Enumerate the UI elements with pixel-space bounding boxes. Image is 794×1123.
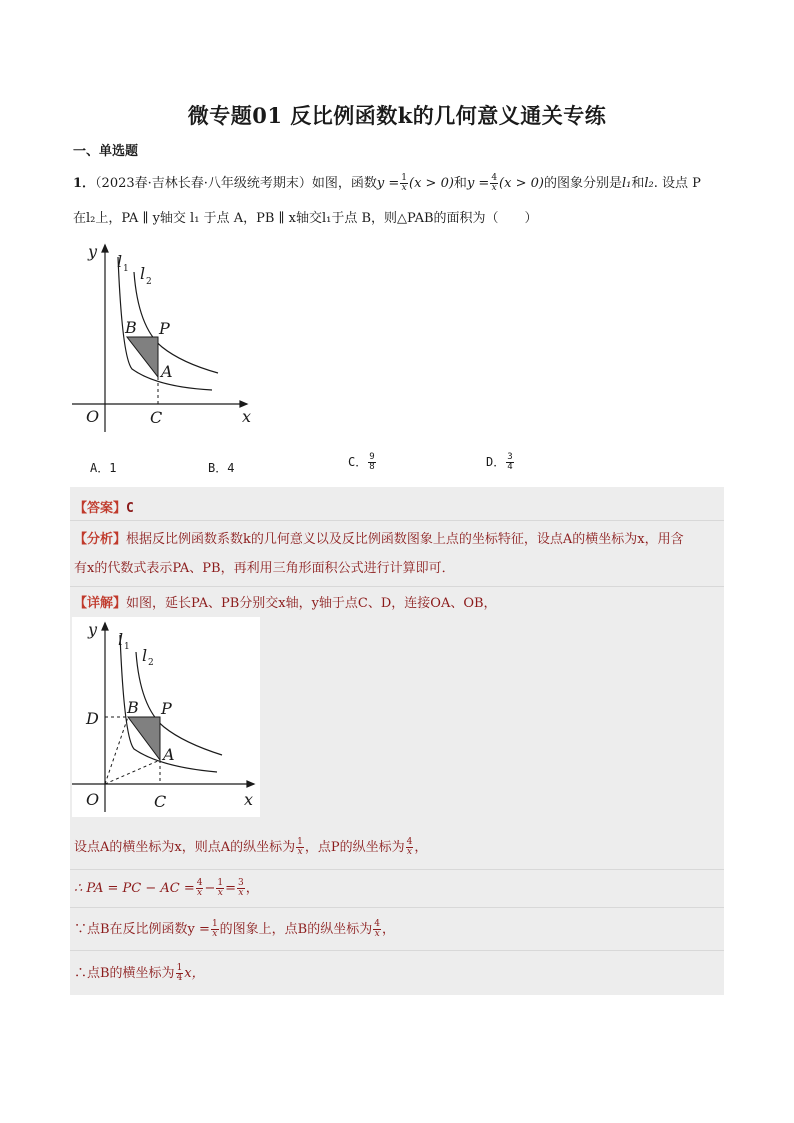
y-axis-arrow — [102, 245, 108, 252]
option-c[interactable]: C． $\frac{9}{8}$ — [348, 452, 375, 472]
divider — [70, 869, 724, 870]
divider — [70, 950, 724, 951]
question-mid: 的图象分别是 — [543, 176, 622, 191]
fig2-label-c: C — [154, 792, 167, 811]
fig2-label-l1-sub: 1 — [124, 642, 130, 652]
divider — [70, 520, 724, 521]
and-text-2: 和 — [631, 176, 645, 191]
eq2-lhs: y = — [466, 176, 490, 191]
triangle-pab — [128, 717, 160, 760]
triangle-pab — [127, 337, 158, 377]
fig1-label-b: B — [125, 318, 137, 337]
fig2-label-d: D — [86, 709, 99, 728]
x-axis-arrow — [247, 781, 254, 787]
fig1-label-l1: l — [117, 252, 123, 271]
fig1-label-l2-sub: 2 — [146, 277, 152, 287]
question-line-2: 在l₂上，PA ∥ y轴交 l₁ 于点 A，PB ∥ x轴交l₁于点 B，则△PAB的面积为（ ） — [73, 211, 538, 226]
option-b[interactable]: B．4 — [208, 461, 235, 475]
fig2-label-l2: l — [142, 646, 148, 665]
fig2-label-y: y — [88, 620, 98, 639]
fig1-label-l2: l — [140, 264, 146, 283]
fig2-label-a: A — [163, 745, 175, 764]
solution-figure — [72, 617, 260, 817]
question-line-1 — [73, 172, 701, 193]
divider — [70, 907, 724, 908]
option-d[interactable]: D． $\frac{3}{4}$ — [486, 452, 513, 472]
fig1-label-x: x — [242, 407, 252, 426]
answer-line: 【答案】C — [74, 501, 134, 516]
fig2-label-l2-sub: 2 — [148, 658, 154, 668]
y-axis-arrow — [102, 623, 108, 630]
dashed-ob — [105, 717, 128, 784]
question-tail: . 设点 P — [653, 176, 701, 191]
fig1-label-c: C — [150, 408, 163, 427]
detail-line-1: 【详解】如图，延长PA、PB分别交x轴，y轴于点C、D，连接OA、OB， — [74, 596, 497, 611]
question-number: 1． — [73, 176, 96, 191]
analysis-line-1: 【分析】根据反比例函数系数k的几何意义以及反比例函数图象上点的坐标特征，设点A的横坐标为x，用含 — [74, 532, 684, 547]
eq1-condition: (x > 0) — [409, 176, 454, 191]
analysis-line-2: 有x的代数式表示PA、PB，再利用三角形面积公式进行计算即可． — [74, 561, 455, 576]
l2-label: l₂ — [644, 176, 654, 191]
l1-label: l₁ — [621, 176, 632, 191]
eq1-lhs: y = — [376, 176, 400, 191]
fig1-label-y: y — [88, 242, 98, 261]
option-a[interactable]: A．1 — [90, 461, 117, 475]
fig2-label-p: P — [161, 699, 172, 718]
fig2-label-l1: l — [118, 630, 124, 649]
divider — [70, 586, 724, 587]
dashed-oa — [105, 760, 160, 784]
section-heading: 一、单选题 — [73, 144, 139, 159]
fig2-label-o: O — [86, 790, 100, 809]
question-source: （2023春·吉林长春·八年级统考期末）如图，函数 — [95, 176, 377, 191]
step-line-2: ∴ PA = PC − AC = $\frac{4}{x}$ − $\frac{1}{x}$ = $\frac{3}{x}$ ， — [74, 878, 259, 898]
eq1-fraction: $\frac{1}{x}$ — [401, 173, 408, 193]
step-line-3: ∵点B在反比例函数y = $\frac{1}{x}$ 的图象上，点B的纵坐标为 $\frac{4}{x}$ ， — [74, 919, 395, 939]
fig1-label-p: P — [159, 319, 170, 338]
fig1-label-a: A — [161, 362, 173, 381]
step-line-1: 设点A的横坐标为x，则点A的纵坐标为 $\frac{1}{x}$ ，点P的纵坐标为 $\frac{4}{x}$ ， — [74, 837, 428, 857]
fig2-label-b: B — [127, 698, 139, 717]
fig2-label-x: x — [244, 790, 254, 809]
and-text: 和 — [453, 176, 467, 191]
page-title: 微专题01 反比例函数k的几何意义通关专练 — [187, 103, 607, 128]
fig1-label-o: O — [86, 407, 100, 426]
eq2-fraction: $\frac{4}{x}$ — [491, 173, 498, 193]
eq2-condition: (x > 0) — [499, 176, 544, 191]
question-figure — [72, 237, 252, 437]
fig1-label-l1-sub: 1 — [123, 264, 129, 274]
step-line-4: ∴点B的横坐标为 $\frac{1}{4}$ x， — [74, 963, 205, 983]
answer-value: C — [126, 501, 134, 516]
